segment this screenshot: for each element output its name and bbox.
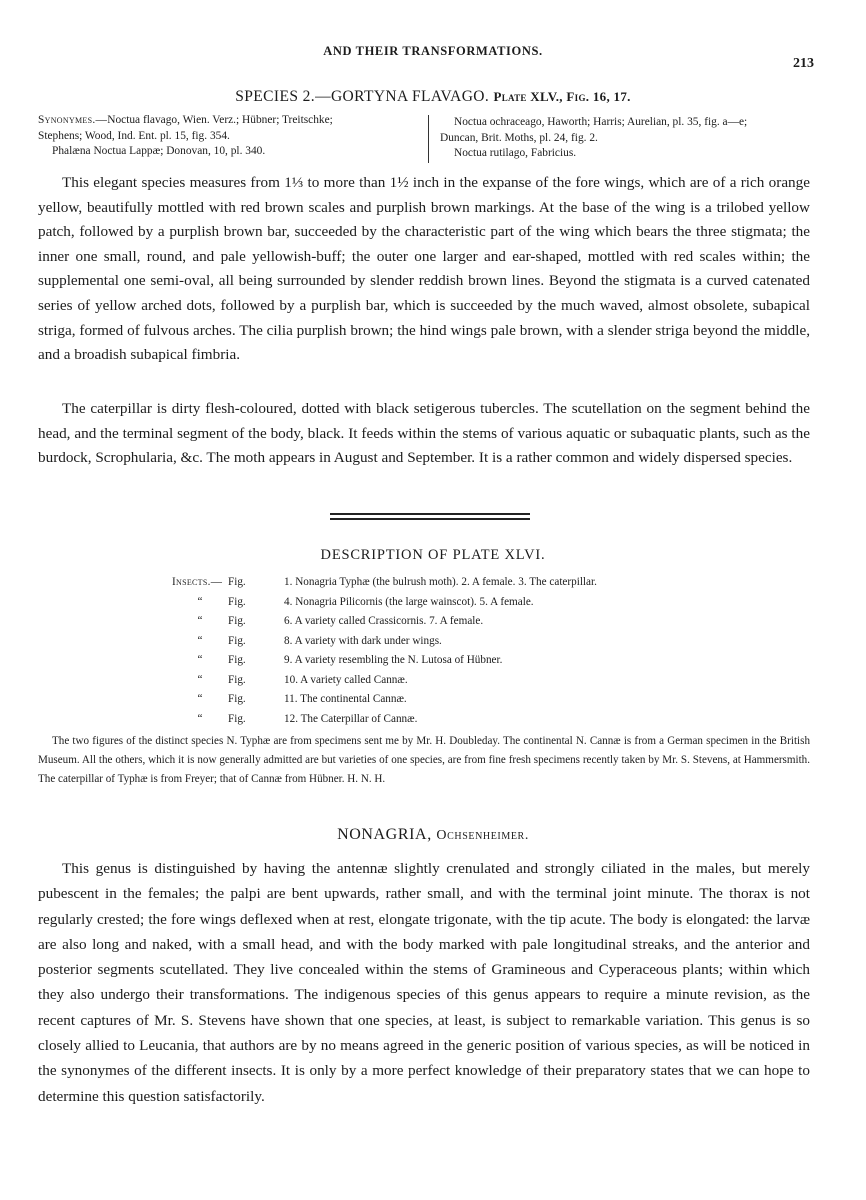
running-head: AND THEIR TRANSFORMATIONS.: [323, 44, 543, 58]
section-divider-bottom: [330, 518, 530, 520]
synonym-line: Noctua ochraceago, Haworth; Harris; Aurelian, pl. 35, fig. a—e;: [454, 116, 748, 128]
row-text: 6. A variety called Crassicornis. 7. A female.: [284, 615, 484, 627]
ditto-mark: “: [197, 712, 203, 725]
plate-figure-row: [172, 651, 772, 671]
paragraph-text: This genus is distinguished by having the antennæ slightly crenulated and strongly ciliated in the males, but merely pubescent in the females; the palpi are bent upwards, rather small, and with the terminal joint minute. The thorax is not regularly crested; the fore wings deflexed when at rest, elongate trigonate, with the tip acute. The body is elongated: the larvæ are also long and naked, with a small head, and with the body marked with pale longitudinal streaks, and the anterior and posterior segments scutellated. They live concealed within the stems of Gramineous and Cyperaceous plants; within which they also undergo their transformations. The indigenous species of this genus appears to require a minute revision, as the recent captures of Mr. S. Stevens have shown that one species, at least, is subject to remarkable variation. This genus is so closely allied to Leucania, that authors are by no means agreed in the generic position of various species, as will be noticed in the synonymes of the different insects. It is only by a more perfect knowledge of their preparatory states that we can hope to determine this question satisfactorily.: [38, 860, 810, 1105]
synonym-text: Noctua flavago, Wien. Verz.; Hübner; Treitschke;: [107, 114, 333, 126]
ditto-mark: “: [197, 693, 203, 705]
plate-figure-row: [172, 593, 772, 613]
plate-note: [38, 732, 810, 789]
ditto-mark: “: [197, 654, 203, 666]
plate-figure-row: [172, 671, 772, 691]
plate-figure-row: [172, 612, 772, 632]
paragraph-text: The caterpillar is dirty flesh-coloured, dotted with black setigerous tubercles. The scutellation on the segment behind the head, and the terminal segment of the body, black. It feeds within the stems of various aquatic or subaquatic plants, such as the burdock, Scrophularia, &c. The moth appears in August and September. It is a rather common and widely dispersed species.: [38, 400, 810, 467]
caterpillar-paragraph: [38, 397, 810, 471]
plate-figure-row: [172, 632, 772, 652]
synonym-line: [38, 113, 422, 129]
row-lead: Insects.—: [172, 576, 223, 588]
row-fig: Fig.: [228, 576, 246, 588]
page-number: 213: [793, 56, 814, 71]
plate-description-heading: DESCRIPTION OF PLATE XLVI.: [320, 547, 546, 563]
row-fig: Fig.: [228, 693, 246, 705]
plate-figure-row: [172, 710, 772, 730]
row-text: 11. The continental Cannæ.: [284, 693, 407, 705]
synonym-line: Duncan, Brit. Moths, pl. 24, fig. 2.: [440, 131, 598, 144]
genus-heading: [0, 826, 866, 844]
ditto-mark: “: [197, 673, 203, 686]
synonym-line: Stephens; Wood, Ind. Ent. pl. 15, fig. 354.: [38, 129, 230, 142]
row-text: 12. The Caterpillar of Cannæ.: [284, 712, 418, 725]
plate-figure-row: [172, 690, 772, 710]
genus-name: NONAGRIA,: [337, 826, 432, 843]
row-fig: Fig.: [228, 654, 246, 666]
ditto-mark: “: [197, 615, 203, 627]
genus-author: Ochsenheimer.: [436, 828, 529, 843]
row-fig: Fig.: [228, 615, 246, 627]
row-text: 8. A variety with dark under wings.: [284, 634, 442, 647]
row-text: 9. A variety resembling the N. Lutosa of Hübner.: [284, 654, 503, 666]
row-fig: Fig.: [228, 673, 246, 686]
species-heading: [0, 88, 866, 106]
section-divider-top: [330, 513, 530, 515]
synonyms-left-column: [38, 113, 422, 160]
row-text: 1. Nonagria Typhæ (the bulrush moth). 2. A female. 3. The caterpillar.: [284, 576, 597, 588]
row-text: 4. Nonagria Pilicornis (the large wainscot). 5. A female.: [284, 595, 534, 608]
synonyms-divider: [428, 115, 429, 163]
paragraph-text: This elegant species measures from 1⅓ to more than 1½ inch in the expanse of the fore wings, which are of a rich orange yellow, beautifully mottled with red brown scales and purplish brown markings. At the base of the wing is a trilobed yellow patch, followed by a purplish brown bar, succeeded by the characteristic part of the wing which bears the three stigmata; the inner one small, round, and pale yellowish-buff; the outer one larger and ear-shaped, mottled with red scales within; the supplemental one semi-oval, all being surrounded by slender reddish brown lines. Beyond the stigmata is a curved catenated series of yellow arched dots, followed by a purplish bar, which is succeeded by the much waved, almost obsolete, subapical striga, formed of fulvous arches. The cilia purplish brown; the hind wings pale brown, with a slender striga beyond the middle, and a broadish subapical fimbria.: [38, 174, 810, 364]
ditto-mark: “: [197, 595, 203, 608]
genus-description-paragraph: [38, 856, 810, 1109]
row-text: 10. A variety called Cannæ.: [284, 673, 408, 686]
synonym-line: Phalæna Noctua Lappæ; Donovan, 10, pl. 340.: [52, 145, 266, 157]
synonym-line: Noctua rutilago, Fabricius.: [454, 147, 577, 159]
plate-note-text: The two figures of the distinct species N. Typhæ are from specimens sent me by Mr. H. Doubleday. The continental N. Cannæ is from a German specimen in the British Museum. All the others, which it is now generally admitted are but varieties of one species, are from fine fresh specimens recently taken by Mr. S. Stevens, at Hammersmith. The caterpillar of Typhæ is from Freyer; that of Cannæ from Hübner. H. N. H.: [38, 735, 810, 785]
row-fig: Fig.: [228, 595, 246, 608]
plate-figure-list: [172, 573, 772, 729]
ditto-mark: “: [197, 634, 203, 647]
synonyms-label: Synonymes.—: [38, 114, 108, 126]
row-fig: Fig.: [228, 712, 246, 725]
species-title: SPECIES 2.—GORTYNA FLAVAGO.: [235, 88, 490, 105]
synonyms-right-column: [440, 115, 840, 162]
species-description-paragraph: [38, 171, 810, 368]
plate-figure-row: [172, 573, 772, 593]
species-plate-reference: Plate XLV., Fig. 16, 17.: [493, 89, 631, 104]
row-fig: Fig.: [228, 634, 246, 647]
